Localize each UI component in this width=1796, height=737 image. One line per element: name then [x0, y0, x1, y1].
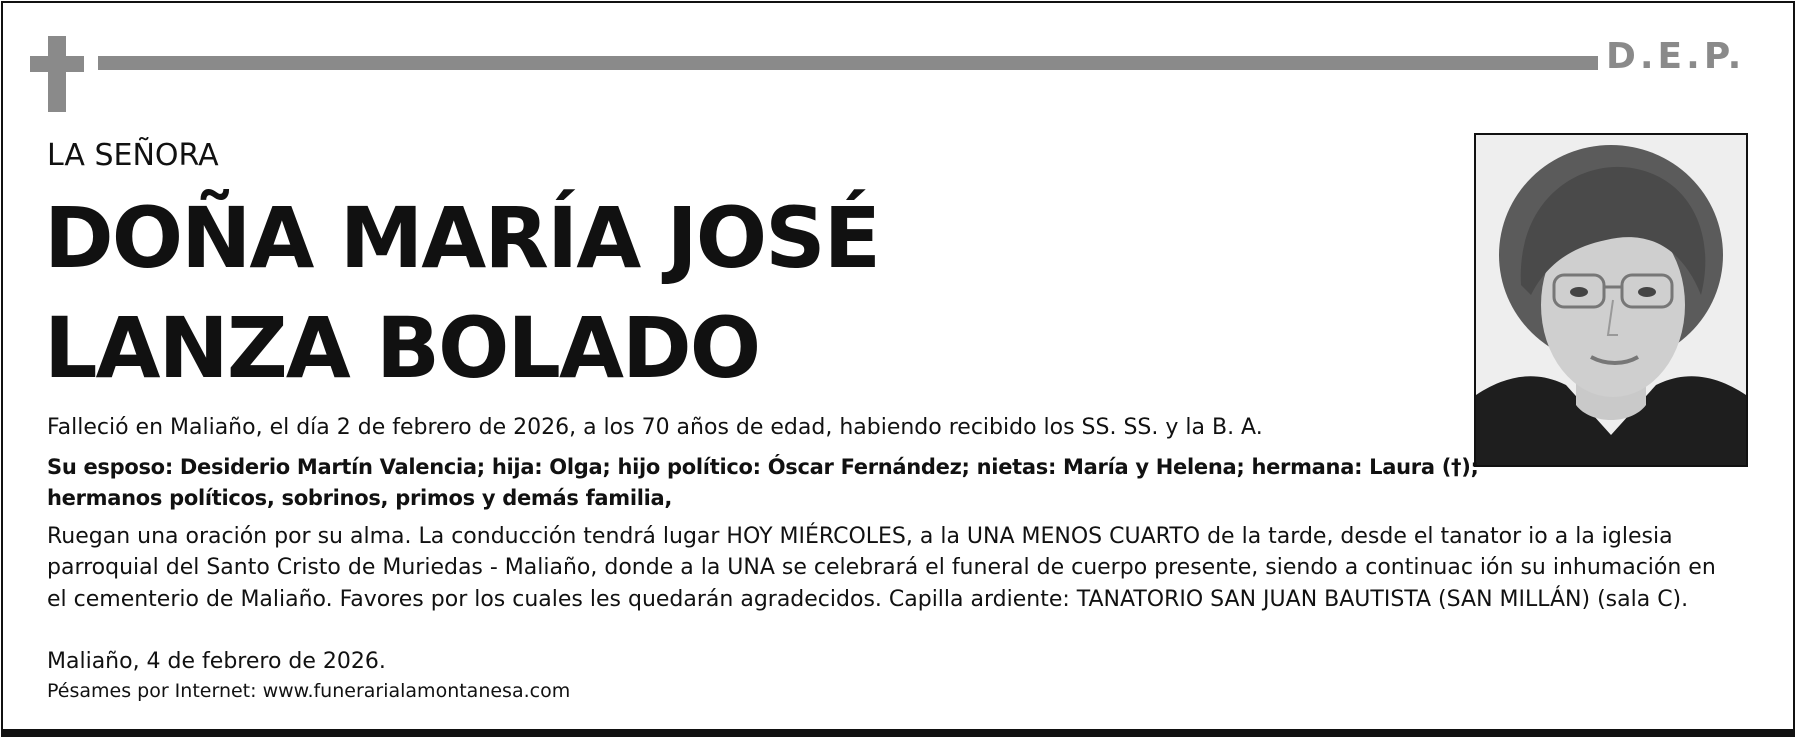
death-details: Falleció en Maliaño, el día 2 de febrero de 2026, a los 70 años de edad, habiendo recibido los SS. SS. y la B. A. [47, 415, 1263, 440]
deceased-name-line1: DOÑA MARÍA JOSÉ [44, 189, 880, 287]
family-line-2: hermanos políticos, sobrinos, primos y demás familia, [47, 486, 673, 510]
header-rule [98, 56, 1598, 70]
place-date: Maliaño, 4 de febrero de 2026. [47, 649, 386, 674]
title-label: LA SEÑORA [47, 138, 219, 173]
cross-icon-bar [30, 56, 84, 72]
funeral-line-1: Ruegan una oración por su alma. La conducción tendrá lugar HOY MIÉRCOLES, a la UNA MENOS CUARTO de la tarde, desde el tanator io a la iglesia [47, 524, 1673, 549]
dep-heading: D.E.P. [1606, 36, 1746, 77]
cross-icon [48, 36, 66, 112]
funeral-line-2: parroquial del Santo Cristo de Muriedas - Maliaño, donde a la UNA se celebrará el funeral de cuerpo presente, siendo a continuac ión su inhumación en [47, 555, 1716, 580]
deceased-name-line2: LANZA BOLADO [44, 299, 760, 397]
funeral-line-3: el cementerio de Maliaño. Favores por los cuales les quedarán agradecidos. Capilla ardiente: TANATORIO SAN JUAN BAUTISTA (SAN MILLÁN) (sala C). [47, 587, 1689, 612]
condolences-link[interactable]: Pésames por Internet: www.funerarialamontanesa.com [47, 680, 571, 702]
family-line-1: Su esposo: Desiderio Martín Valencia; hija: Olga; hijo político: Óscar Fernández; nietas: María y Helena; hermana: Laura (†); [47, 455, 1479, 479]
portrait-photo [1474, 133, 1748, 467]
